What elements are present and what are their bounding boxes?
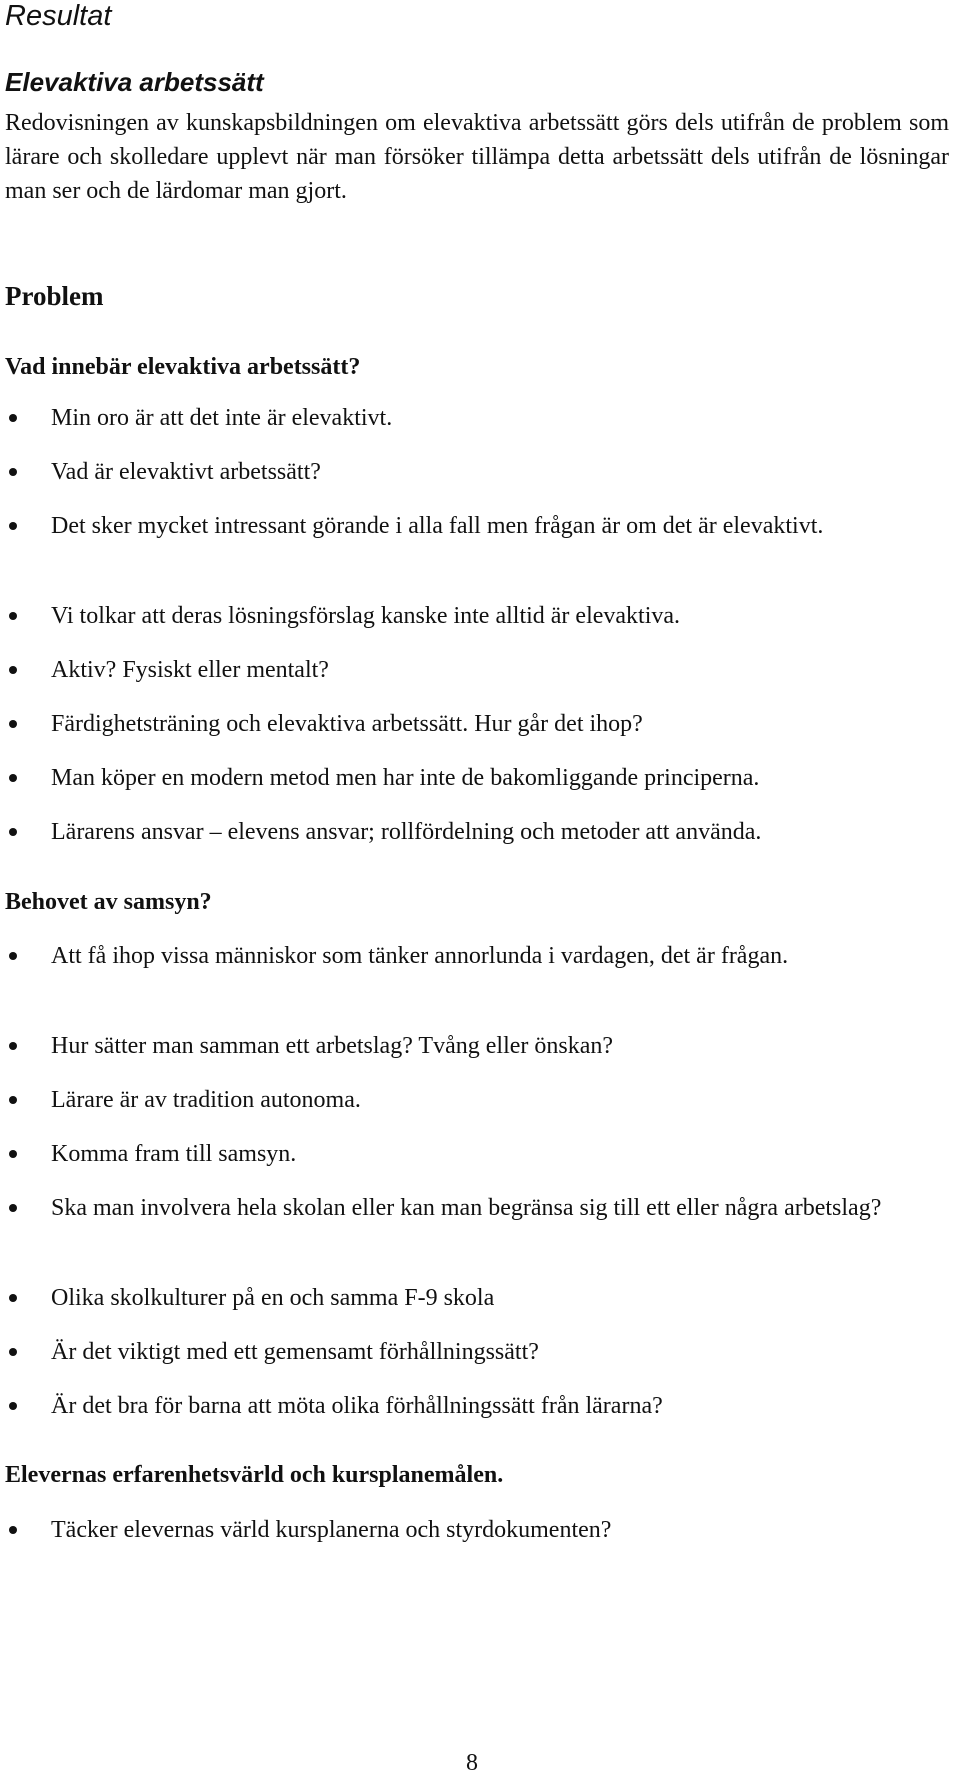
page-number: 8 xyxy=(466,1750,478,1776)
list-item xyxy=(5,653,953,687)
bullet-icon xyxy=(9,612,17,620)
list-item xyxy=(5,815,953,849)
list-item xyxy=(5,1029,953,1063)
list-item-text: Olika skolkulturer på en och samma F-9 skola xyxy=(51,1285,495,1311)
bullet-icon xyxy=(9,952,17,960)
bullet-icon xyxy=(9,1294,17,1302)
list-item xyxy=(5,1137,953,1171)
list-item xyxy=(5,1335,953,1369)
list-item-text: Min oro är att det inte är elevaktivt. xyxy=(51,405,393,431)
list-item-text: Att få ihop vissa människor som tänker annorlunda i vardagen, det är frågan. xyxy=(51,943,789,969)
list-item-text: Ska man involvera hela skolan eller kan man begränsa sig till ett eller några arbetslag? xyxy=(51,1195,882,1221)
list-item-text: Det sker mycket intressant görande i alla fall men frågan är om det är elevaktivt. xyxy=(51,513,824,539)
list-item-text: Lärare är av tradition autonoma. xyxy=(51,1087,361,1113)
list-item-text: Komma fram till samsyn. xyxy=(51,1141,297,1167)
bullet-icon xyxy=(9,828,17,836)
list-item xyxy=(5,1389,953,1423)
list-item xyxy=(5,455,953,489)
group-title-erfarenhetsvarld: Elevernas erfarenhetsvärld och kursplanemålen. xyxy=(5,1462,504,1488)
page-heading: Resultat xyxy=(5,0,112,32)
list-item-text: Är det bra för barna att möta olika förhållningssätt från lärarna? xyxy=(51,1393,663,1419)
bullet-icon xyxy=(9,1096,17,1104)
bullet-icon xyxy=(9,1042,17,1050)
intro-paragraph: Redovisningen av kunskapsbildningen om elevaktiva arbetssätt görs dels utifrån de problem som lärare och skolledare upplevt när man försöker tillämpa detta arbetssätt dels utifrån de lösningar man ser och de lärdomar man gjort. xyxy=(5,110,949,204)
problem-heading: Problem xyxy=(5,281,104,311)
list-item-text: Vi tolkar att deras lösningsförslag kanske inte alltid är elevaktiva. xyxy=(51,603,681,629)
list-item-text: Är det viktigt med ett gemensamt förhållningssätt? xyxy=(51,1339,539,1365)
list-item-text: Täcker elevernas värld kursplanerna och styrdokumenten? xyxy=(51,1517,612,1543)
group-title-samsyn: Behovet av samsyn? xyxy=(5,889,212,915)
list-item xyxy=(5,707,953,741)
list-item-text: Vad är elevaktivt arbetssätt? xyxy=(51,459,321,485)
list-item-text: Aktiv? Fysiskt eller mentalt? xyxy=(51,657,329,683)
list-item-text: Färdighetsträning och elevaktiva arbetssätt. Hur går det ihop? xyxy=(51,711,643,737)
list-item-text: Man köper en modern metod men har inte de bakomliggande principerna. xyxy=(51,765,760,791)
bullet-icon xyxy=(9,720,17,728)
bullet-icon xyxy=(9,666,17,674)
bullet-icon xyxy=(9,414,17,422)
list-item xyxy=(5,401,953,435)
bullet-icon xyxy=(9,1402,17,1410)
list-item xyxy=(5,599,953,633)
bullet-icon xyxy=(9,522,17,530)
bullet-icon xyxy=(9,1348,17,1356)
list-item xyxy=(5,509,953,543)
list-item xyxy=(5,939,953,973)
bullet-icon xyxy=(9,1204,17,1212)
list-item xyxy=(5,1513,953,1547)
list-item xyxy=(5,1281,953,1315)
bullet-icon xyxy=(9,468,17,476)
bullet-icon xyxy=(9,1526,17,1534)
section-title: Elevaktiva arbetssätt xyxy=(5,67,264,97)
list-item xyxy=(5,1191,953,1225)
bullet-icon xyxy=(9,1150,17,1158)
list-item xyxy=(5,761,953,795)
list-item xyxy=(5,1083,953,1117)
list-item-text: Hur sätter man samman ett arbetslag? Tvång eller önskan? xyxy=(51,1033,614,1059)
group-title-elevaktiva: Vad innebär elevaktiva arbetssätt? xyxy=(5,354,361,380)
bullet-icon xyxy=(9,774,17,782)
list-item-text: Lärarens ansvar – elevens ansvar; rollfördelning och metoder att använda. xyxy=(51,819,762,845)
